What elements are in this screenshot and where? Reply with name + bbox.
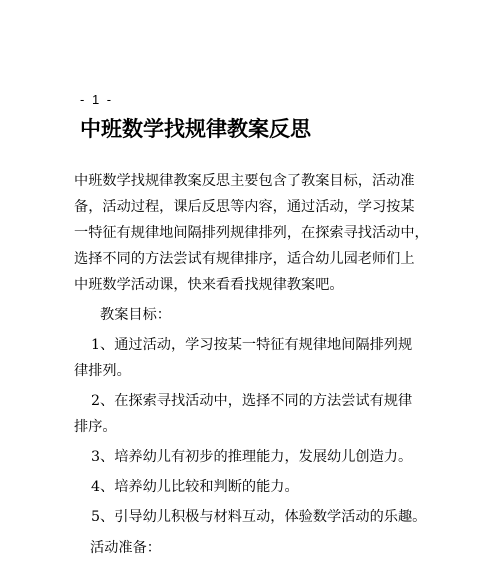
goal-item	[74, 504, 434, 530]
goal-item	[74, 444, 434, 470]
goal-item	[74, 332, 434, 358]
goal-line: 1、通过活动，学习按某一特征有规律地间隔排列规	[91, 337, 413, 353]
intro-line: 中班数学找规律教案反思主要包含了教案目标，活动准	[74, 173, 415, 189]
goal-line: 3、培养幼儿有初步的推理能力，发展幼儿创造力。	[91, 449, 413, 465]
goals-heading: 教案目标：	[100, 307, 171, 323]
prep-heading: 活动准备：	[90, 540, 161, 556]
intro-paragraph	[74, 168, 434, 298]
goal-item	[74, 388, 434, 414]
goal-line-continued: 排序。	[74, 419, 117, 435]
goal-line-continued: 律排列。	[74, 363, 131, 379]
document-title: 中班数学找规律教案反思	[80, 117, 311, 141]
intro-line: 中班数学活动课，快来看看找规律教案吧。	[74, 277, 344, 293]
intro-line: 一特征有规律地间隔排列规律排列，在探索寻找活动中，	[74, 225, 429, 241]
goal-line: 4、培养幼儿比较和判断的能力。	[91, 479, 299, 495]
intro-line: 选择不同的方法尝试有规律排序，适合幼儿园老师们上	[74, 251, 415, 267]
page-number: - 1 -	[80, 92, 114, 107]
goal-line: 2、在探索寻找活动中，选择不同的方法尝试有规律	[91, 393, 413, 409]
goal-item	[74, 474, 434, 500]
goal-line: 5、引导幼儿积极与材料互动，体验数学活动的乐趣。	[91, 509, 427, 525]
intro-line: 备，活动过程，课后反思等内容，通过活动，学习按某	[74, 199, 415, 215]
document-body	[74, 168, 434, 530]
